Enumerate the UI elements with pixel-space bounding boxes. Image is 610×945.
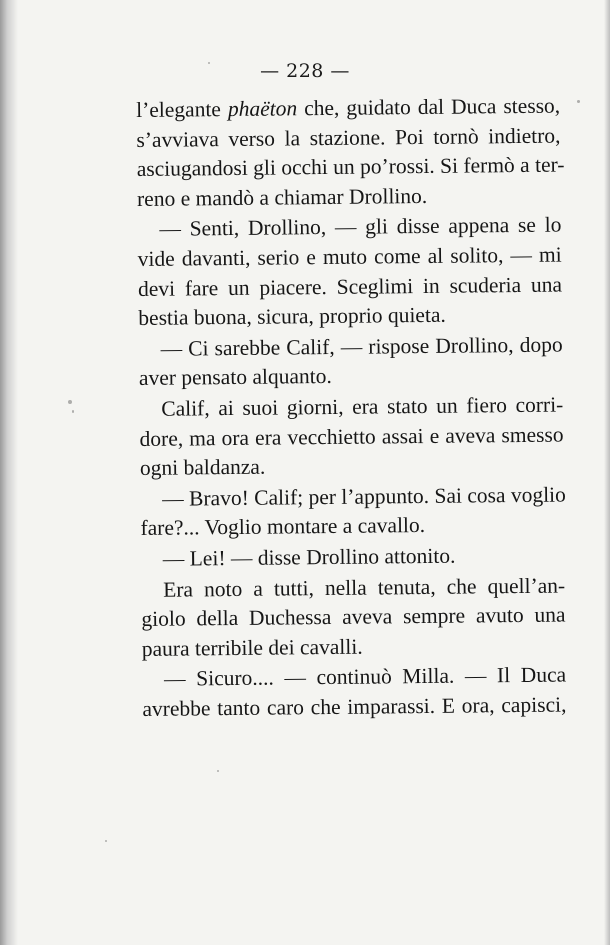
text-line xyxy=(142,661,566,695)
text-line xyxy=(139,420,563,454)
text-run: — Lei! — disse Drollino attonito. xyxy=(162,543,456,571)
text-run: vide davanti, serio e muto come al solito, — mi xyxy=(137,242,562,271)
text-run: avrebbe tanto caro che imparassi. E ora, capisci, xyxy=(142,692,567,721)
text-run: fare?... Voglio montare a cavallo. xyxy=(140,513,426,541)
text-run: — Ci sarebbe Calif, — rispose Drollino, dopo xyxy=(160,332,563,361)
text-run: aver pensato alquanto. xyxy=(138,364,332,391)
text-run: giolo della Duchessa aveva sempre avuto una xyxy=(141,602,566,632)
text-run: reno e mandò a chiamar Drollino. xyxy=(136,183,428,211)
text-run: — Bravo! Calif; per l’appunto. Sai cosa voglio xyxy=(162,482,566,511)
text-run: bestia buona, sicura, proprio quieta. xyxy=(138,302,446,331)
text-line xyxy=(141,571,565,605)
scan-speck xyxy=(208,62,210,64)
text-run: paura terribile dei cavalli. xyxy=(141,634,363,661)
text-run: ogni baldanza. xyxy=(139,454,266,481)
text-line xyxy=(138,241,562,275)
text-run: Calif, ai suoi giorni, era stato un fiero corri- xyxy=(161,392,564,421)
scan-speck xyxy=(217,770,219,772)
text-run: — Senti, Drollino, — gli disse appena se lo xyxy=(159,212,562,242)
text-line xyxy=(139,330,563,364)
page-number: — 228 — xyxy=(260,60,350,82)
italic-word: phaëton xyxy=(227,96,298,122)
text-line xyxy=(139,390,563,424)
text-run: dore, ma ora era vecchietto assai e aveva smesso xyxy=(139,422,564,451)
text-line xyxy=(138,300,562,334)
scan-speck xyxy=(577,100,580,103)
text-run: s’avviava verso la stazione. Poi tornò indietro, xyxy=(136,123,561,152)
text-line xyxy=(136,92,560,126)
text-run: asciugandosi gli occhi un po’rossi. Si fermò a ter- xyxy=(136,152,565,182)
text-line xyxy=(141,540,565,574)
text-line xyxy=(142,690,566,724)
text-line xyxy=(140,480,564,514)
body-text xyxy=(136,92,567,725)
text-run: che, guidato dal Duca stesso, xyxy=(297,93,561,121)
text-line xyxy=(142,630,566,664)
text-line xyxy=(140,450,564,484)
text-line xyxy=(136,151,565,185)
text-run: l’elegante xyxy=(136,97,229,122)
text-line xyxy=(136,121,560,155)
scan-speck xyxy=(72,410,74,413)
text-line xyxy=(140,510,564,544)
text-line xyxy=(139,360,563,394)
text-run: Era noto a tutti, nella tenuta, che quell’an- xyxy=(163,573,566,602)
scan-speck xyxy=(68,400,72,404)
text-line xyxy=(137,211,561,245)
text-line xyxy=(141,601,565,635)
text-run: devi fare un piacere. Sceglimi in scuderia una xyxy=(137,272,563,301)
text-line xyxy=(138,270,562,304)
text-run: — Sicuro.... — continuò Milla. — Il Duca xyxy=(163,662,567,692)
scan-speck xyxy=(105,840,107,842)
text-line xyxy=(137,180,561,214)
